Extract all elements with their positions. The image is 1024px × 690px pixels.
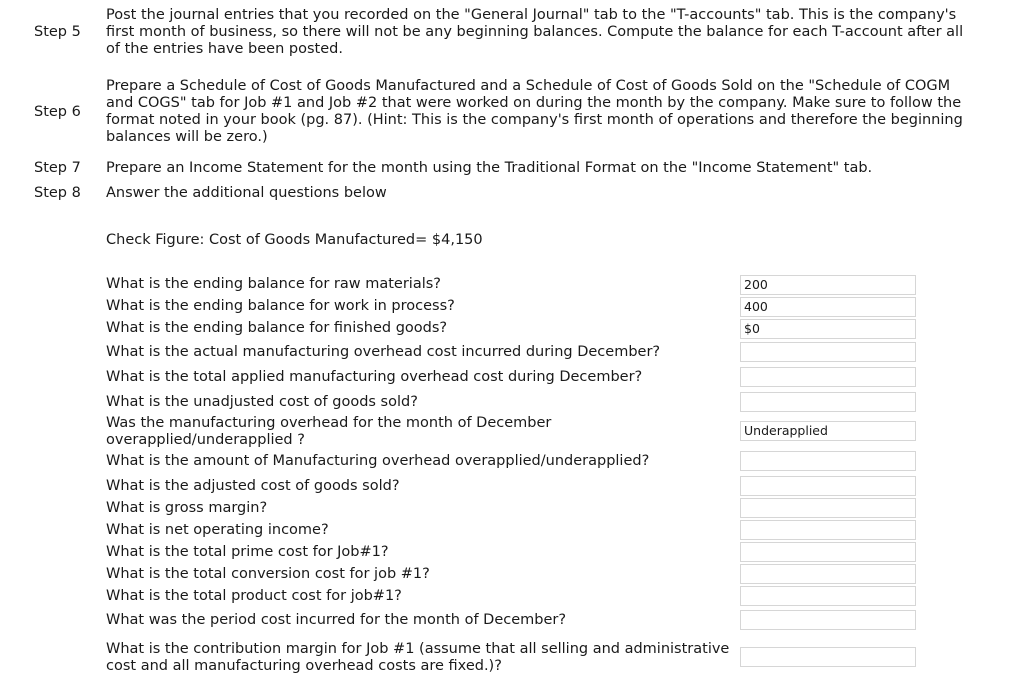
question-work-in-process: What is the ending balance for work in process?	[106, 298, 455, 314]
question-contribution-margin: What is the contribution margin for Job #1 (assume that all selling and administrative cost and all manufacturing overhead costs are fixed.)?	[106, 641, 730, 674]
check-figure: Check Figure: Cost of Goods Manufactured= $4,150	[106, 232, 483, 248]
question-unadjusted-cogs: What is the unadjusted cost of goods sold?	[106, 394, 418, 410]
answer-adjusted-cogs[interactable]	[740, 476, 916, 496]
answer-prime-cost[interactable]	[740, 542, 916, 562]
question-gross-margin: What is gross margin?	[106, 500, 268, 516]
answer-overhead-amount[interactable]	[740, 451, 916, 471]
answer-conversion-cost[interactable]	[740, 564, 916, 584]
answer-gross-margin[interactable]	[740, 498, 916, 518]
answer-finished-goods[interactable]: $0	[740, 319, 916, 339]
answer-period-cost[interactable]	[740, 610, 916, 630]
question-applied-overhead: What is the total applied manufacturing overhead cost during December?	[106, 369, 643, 385]
question-finished-goods: What is the ending balance for finished goods?	[106, 320, 448, 336]
answer-work-in-process[interactable]: 400	[740, 297, 916, 317]
question-raw-materials: What is the ending balance for raw materials?	[106, 276, 441, 292]
step-8-label: Step 8	[34, 185, 81, 201]
question-net-operating-income: What is net operating income?	[106, 522, 329, 538]
question-adjusted-cogs: What is the adjusted cost of goods sold?	[106, 478, 400, 494]
step-6-text: Prepare a Schedule of Cost of Goods Manufactured and a Schedule of Cost of Goods Sold on the "Schedule of COGM and COGS" tab for Job #1 and Job #2 that were worked on during the month by the company. Make sure to follow the format noted in your book (pg. 87). (Hint: This is the company's first month of operations and therefore the beginning balances will be zero.)	[106, 78, 963, 145]
answer-net-operating-income[interactable]	[740, 520, 916, 540]
answer-raw-materials[interactable]: 200	[740, 275, 916, 295]
question-period-cost: What was the period cost incurred for the month of December?	[106, 612, 567, 628]
step-7-text: Prepare an Income Statement for the month using the Traditional Format on the "Income Statement" tab.	[106, 160, 873, 176]
answer-over-under-applied[interactable]: Underapplied	[740, 421, 916, 441]
answer-actual-overhead[interactable]	[740, 342, 916, 362]
step-5-text: Post the journal entries that you recorded on the "General Journal" tab to the "T-accounts" tab. This is the company's first month of business, so there will not be any beginning balances. Compute the balance for each T-account after all of the entries have been posted.	[106, 7, 964, 57]
answer-product-cost[interactable]	[740, 586, 916, 606]
question-prime-cost: What is the total prime cost for Job#1?	[106, 544, 389, 560]
question-conversion-cost: What is the total conversion cost for job #1?	[106, 566, 430, 582]
step-5-label: Step 5	[34, 24, 81, 40]
answer-applied-overhead[interactable]	[740, 367, 916, 387]
question-product-cost: What is the total product cost for job#1?	[106, 588, 402, 604]
step-8-text: Answer the additional questions below	[106, 185, 387, 201]
answer-contribution-margin[interactable]	[740, 647, 916, 667]
question-actual-overhead: What is the actual manufacturing overhead cost incurred during December?	[106, 344, 661, 360]
step-6-label: Step 6	[34, 104, 81, 120]
answer-unadjusted-cogs[interactable]	[740, 392, 916, 412]
question-overhead-amount: What is the amount of Manufacturing overhead overapplied/underapplied?	[106, 453, 650, 469]
step-7-label: Step 7	[34, 160, 81, 176]
question-over-under-applied: Was the manufacturing overhead for the month of December overapplied/underapplied ?	[106, 415, 552, 448]
